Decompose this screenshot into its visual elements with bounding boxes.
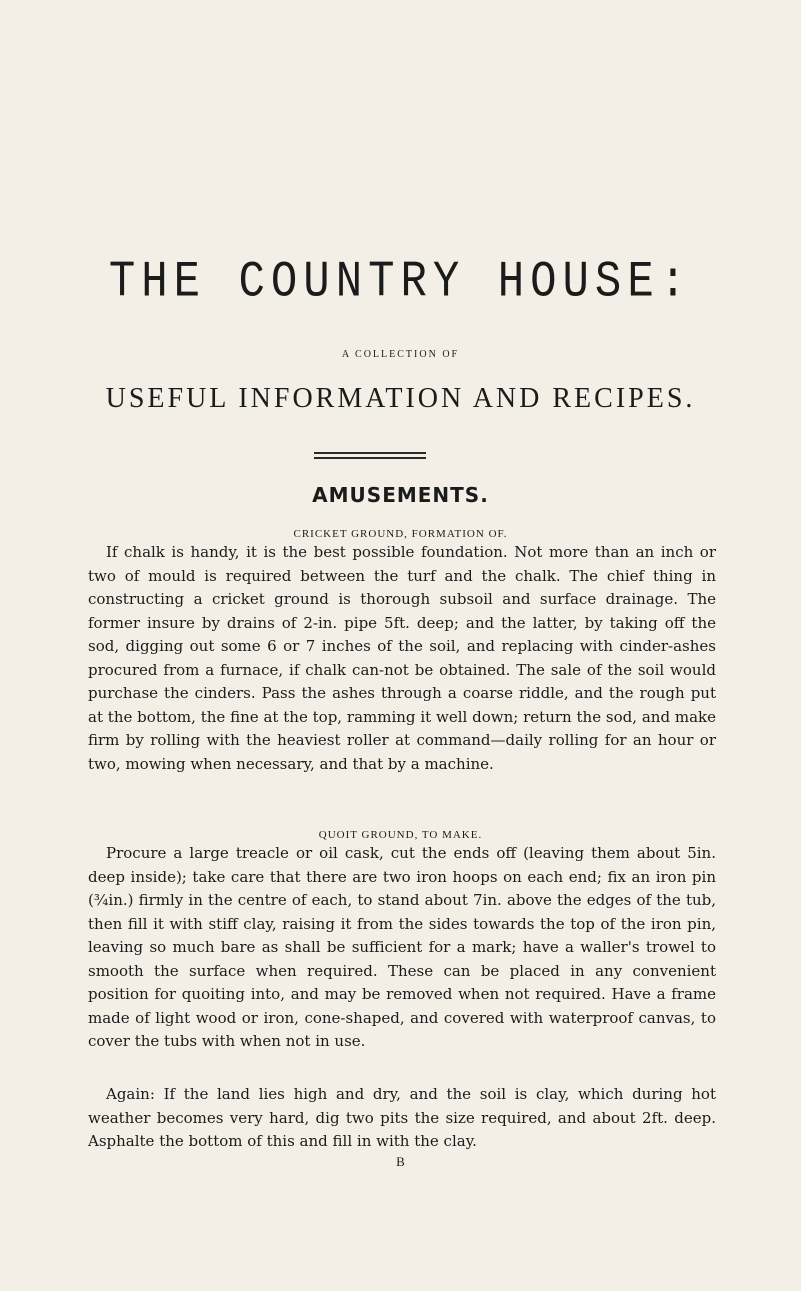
- book-subtitle-small: A COLLECTION OF: [341, 349, 460, 360]
- divider-rule-top: [314, 452, 426, 454]
- signature-mark: B: [396, 1154, 405, 1169]
- divider-rule-bottom: [314, 457, 426, 459]
- entry-paragraph-quoit: Procure a large treacle or oil cask, cut the ends off (leaving them about 5in. deep inside); take care that there are two iron hoops on each end; fix an iron pin (¾in.) firmly in the centre of each, to stand about 7in. above the edges of the tub, then fill it with stiff clay, raising it from the sides towards the top of the iron pin, leaving so much bare as shall be sufficient for a mark; have a waller's trowel to smooth the surface when required. These can be placed in any convenient position for quoiting into, and may be removed when not required. Have a frame made of light wood or iron, cone-shaped, and covered with waterproof canvas, to cover the tubs with when not in use.: [88, 844, 716, 1050]
- book-title: THE COUNTRY HOUSE:: [108, 254, 693, 312]
- entry-paragraph-quoit-again: Again: If the land lies high and dry, and the soil is clay, which during hot weather becomes very hard, dig two pits the size required, and about 2ft. deep. Asphalte the bottom of this and fill in with the clay.: [88, 1085, 716, 1150]
- entry-heading-quoit: QUOIT GROUND, TO MAKE.: [318, 829, 483, 841]
- entry-paragraph-cricket: If chalk is handy, it is the best possible foundation. Not more than an inch or two of mould is required between the turf and the chalk. The chief thing in constructing a cricket ground is thorough subsoil and surface drainage. The former insure by drains of 2-in. pipe 5ft. deep; and the latter, by taking off the sod, digging out some 6 or 7 inches of the soil, and replacing with cinder-ashes procured from a furnace, if chalk can-not be obtained. The sale of the soil would purchase the cinders. Pass the ashes through a coarse riddle, and the rough put at the bottom, the fine at the top, ramming it well down; return the sod, and make firm by rolling with the heaviest roller at command—daily rolling for an hour or two, mowing when necessary, and that by a machine.: [88, 543, 716, 773]
- book-subtitle-large: USEFUL INFORMATION AND RECIPES.: [105, 383, 696, 414]
- section-title: AMUSEMENTS.: [312, 483, 489, 507]
- entry-heading-cricket: CRICKET GROUND, FORMATION OF.: [293, 528, 508, 540]
